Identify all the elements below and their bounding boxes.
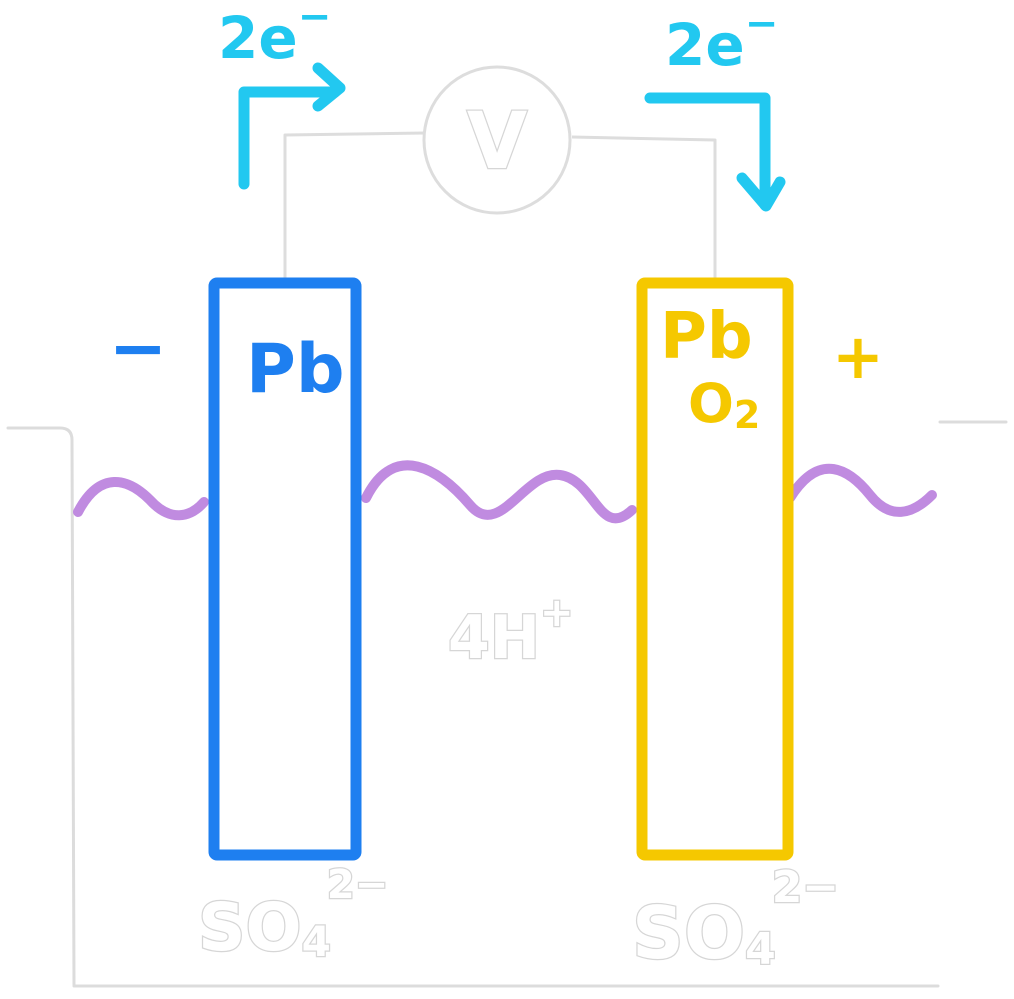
electron-label-right <box>665 1 778 79</box>
electrolyte-surface <box>78 465 932 518</box>
ion-sulfate-right-subscript: 4 <box>745 924 776 975</box>
anode-electrode <box>214 283 356 855</box>
electron-label-right-base: 2e <box>665 11 745 79</box>
cathode-electrode <box>642 283 788 855</box>
anode-label: Pb <box>246 330 345 409</box>
ion-sulfate-left <box>198 862 388 966</box>
anode-sign: − <box>108 307 168 389</box>
ion-sulfate-right <box>632 862 839 975</box>
ion-sulfate-left-charge: 2− <box>326 862 389 908</box>
voltmeter <box>424 67 570 213</box>
voltmeter-symbol: V <box>466 97 528 187</box>
ion-sulfate-right-base: SO <box>632 891 746 975</box>
electron-label-left <box>218 0 331 72</box>
electrolyte-wave-left <box>78 482 204 515</box>
electrolyte-wave-right <box>790 469 932 512</box>
cathode-oxygen: O <box>688 372 734 435</box>
ion-sulfate-left-subscript: 4 <box>301 917 331 966</box>
electrolyte-wave-middle <box>366 465 632 518</box>
electron-label-right-charge: − <box>744 1 779 47</box>
ion-sulfate-right-charge: 2− <box>771 862 840 913</box>
ion-hydrogen-base: 4H <box>448 603 540 673</box>
ion-hydrogen <box>448 590 573 673</box>
cathode-sign: + <box>832 320 884 393</box>
electron-label-left-charge: − <box>297 0 332 40</box>
cathode-oxygen-subscript: 2 <box>733 393 761 437</box>
ion-sulfate-left-base: SO <box>198 889 302 966</box>
ion-hydrogen-charge: + <box>539 590 574 636</box>
cathode-label-top: Pb <box>660 300 753 374</box>
electron-label-left-base: 2e <box>218 4 298 72</box>
